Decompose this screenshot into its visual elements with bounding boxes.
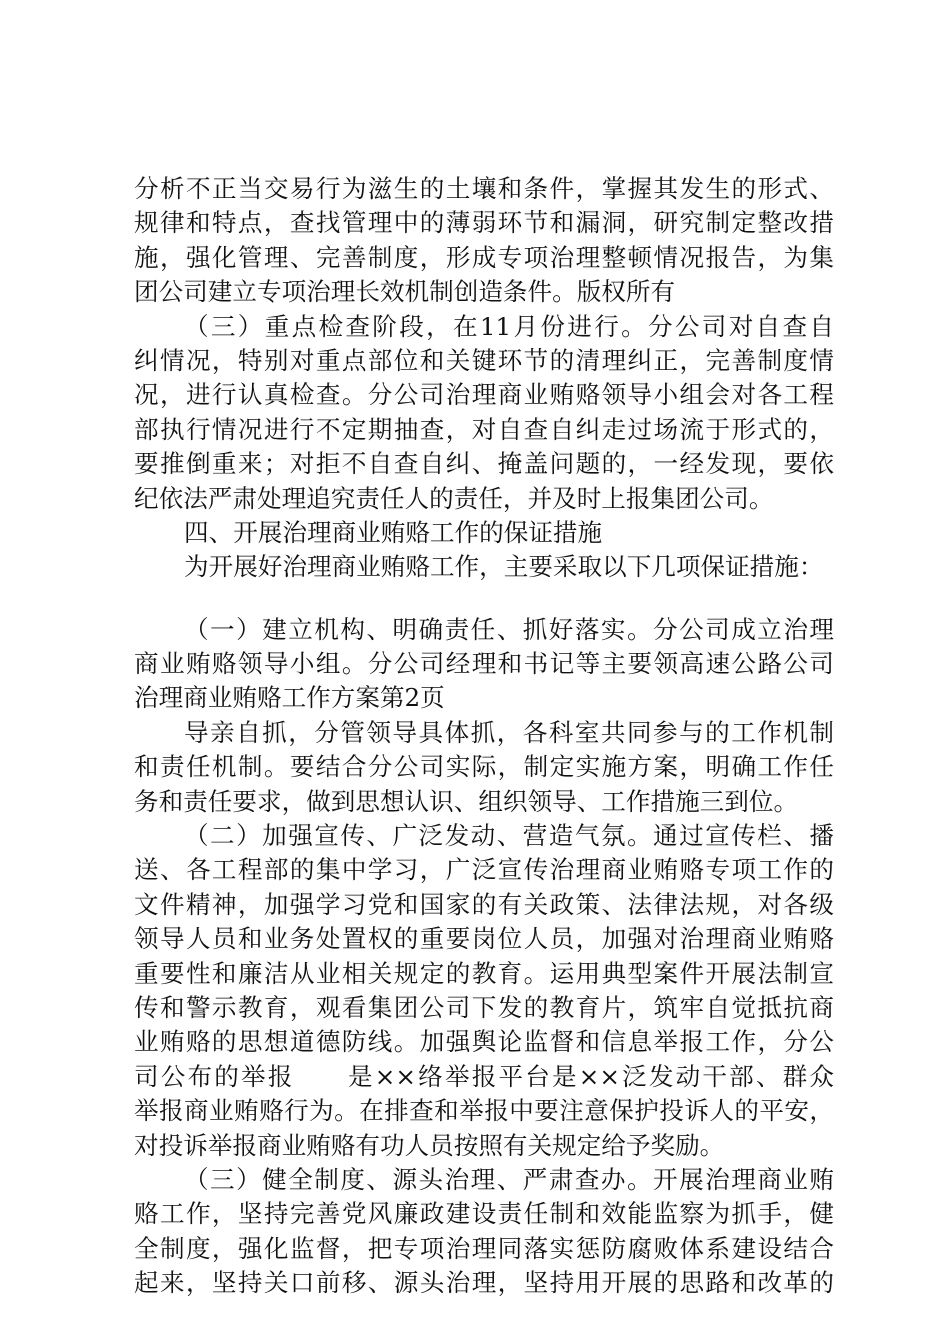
text-line: 纪依法严肃处理追究责任人的责任，并及时上报集团公司。: [134, 483, 774, 513]
text-line: 分析不正当交易行为滋生的土壤和条件，掌握其发生的形式、: [134, 174, 834, 203]
text-line: 部执行情况进行不定期抽查，对自查自纠走过场流于形式的，: [134, 414, 834, 444]
paragraph-start-line: 为开展好治理商业贿赂工作，主要采取以下几项保证措施：: [184, 552, 824, 582]
blank-gap: [134, 585, 834, 613]
text-line: 对投诉举报商业贿赂有功人员按照有关规定给予奖励。: [134, 1130, 725, 1160]
text-line: 治理商业贿赂工作方案第2页: [134, 683, 445, 713]
text-line: 举报商业贿赂行为。在排查和举报中要注意保护投诉人的平安，: [134, 1096, 834, 1126]
text-line: 况，进行认真检查。分公司治理商业贿赂领导小组会对各工程: [134, 380, 834, 410]
paragraph-start-line: （三）重点检查阶段，在11月份进行。分公司对自查自: [184, 311, 834, 341]
paragraph-start-line: 导亲自抓，分管领导具体抓，各科室共同参与的工作机制: [184, 717, 834, 747]
text-line: 送、各工程部的集中学习，广泛宣传治理商业贿赂专项工作的: [134, 855, 834, 885]
text-line: 起来，坚持关口前移、源头治理，坚持用开展的思路和改革的: [134, 1268, 834, 1298]
body-text: [134, 172, 834, 1301]
text-line: 商业贿赂领导小组。分公司经理和书记等主要领高速公路公司: [134, 649, 834, 679]
text-line: 和责任机制。要结合分公司实际，制定实施方案，明确工作任: [134, 752, 834, 782]
text-line: 领导人员和业务处置权的重要岗位人员，加强对治理商业贿赂: [134, 924, 834, 954]
paragraph-start-line: （一）建立机构、明确责任、抓好落实。分公司成立治理: [184, 614, 834, 644]
text-line: 要推倒重来；对拒不自查自纠、掩盖问题的，一经发现，要依: [134, 449, 834, 479]
paragraph-start-line: （二）加强宣传、广泛发动、营造气氛。通过宣传栏、播: [184, 821, 834, 851]
section-heading: 四、开展治理商业贿赂工作的保证措施: [184, 517, 603, 547]
text-line: 赂工作，坚持完善党风廉政建设责任制和效能监察为抓手，健: [134, 1199, 834, 1229]
paragraph-start-line: （三）健全制度、源头治理、严肃查办。开展治理商业贿: [184, 1164, 834, 1194]
text-line: 传和警示教育，观看集团公司下发的教育片，筑牢自觉抵抗商: [134, 992, 834, 1022]
text-line: 文件精神，加强学习党和国家的有关政策、法律法规，对各级: [134, 889, 834, 919]
text-line: 施，强化管理、完善制度，形成专项治理整顿情况报告，为集: [134, 242, 834, 272]
text-line: 规律和特点，查找管理中的薄弱环节和漏洞，研究制定整改措: [134, 208, 834, 238]
text-line: 重要性和廉洁从业相关规定的教育。运用典型案件开展法制宣: [134, 958, 834, 988]
text-line: 业贿赂的思想道德防线。加强舆论监督和信息举报工作，分公: [134, 1027, 834, 1057]
text-line: 团公司建立专项治理长效机制创造条件。版权所有: [134, 277, 676, 307]
text-line: 务和责任要求，做到思想认识、组织领导、工作措施三到位。: [134, 786, 799, 816]
text-line: 司公布的举报 是××络举报平台是××泛发动干部、群众: [134, 1061, 834, 1091]
text-line: 纠情况，特别对重点部位和关键环节的清理纠正，完善制度情: [134, 345, 834, 375]
text-line: 全制度，强化监督，把专项治理同落实惩防腐败体系建设结合: [134, 1233, 834, 1263]
